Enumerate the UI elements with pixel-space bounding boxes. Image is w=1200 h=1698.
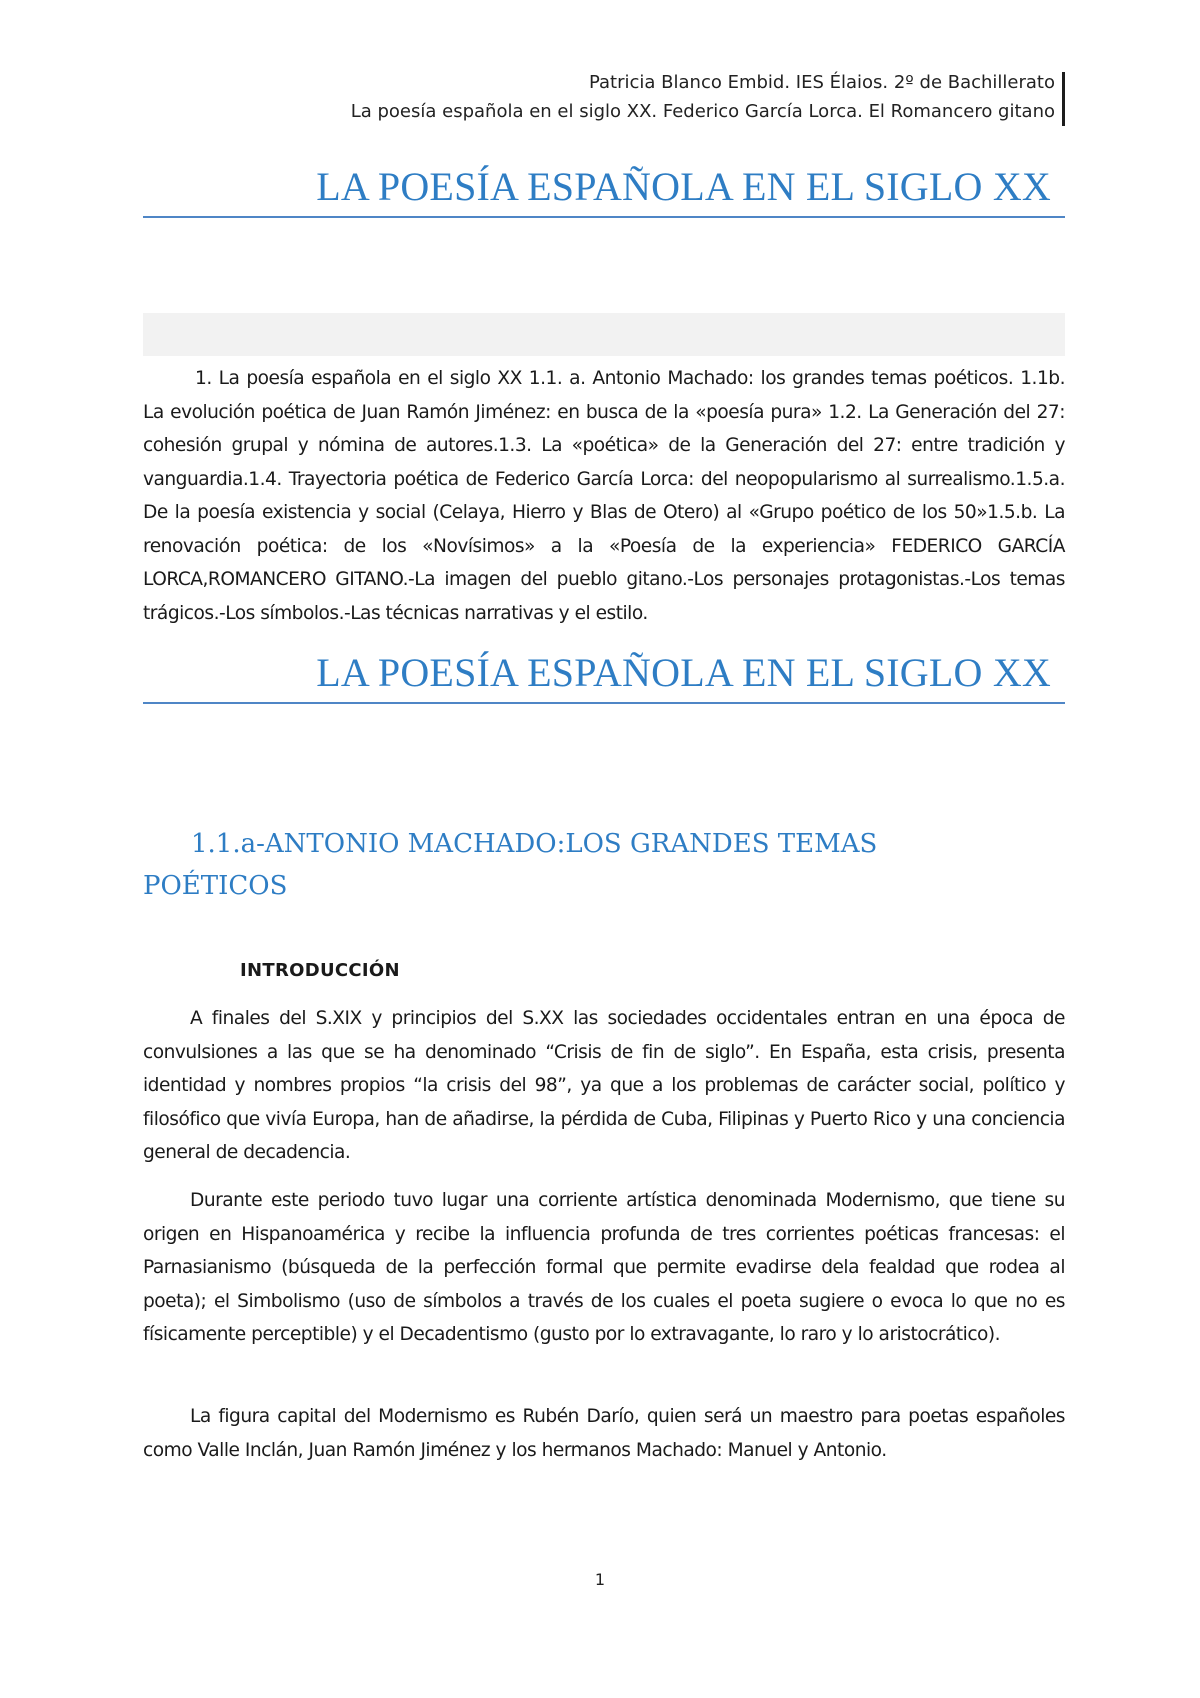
- table-of-contents-header-bar: [143, 313, 1065, 356]
- document-title: LA POESÍA ESPAÑOLA EN EL SIGLO XX: [143, 164, 1065, 218]
- page-number: 1: [594, 1570, 606, 1589]
- introduction-heading: INTRODUCCIÓN: [240, 960, 400, 981]
- body-paragraph-3: La figura capital del Modernismo es Rubén Darío, quien será un maestro para poetas españoles como Valle Inclán, Juan Ramón Jiménez y los hermanos Machado: Manuel y Antonio.: [143, 1406, 1065, 1461]
- chapter-title: LA POESÍA ESPAÑOLA EN EL SIGLO XX: [143, 650, 1065, 704]
- header-subject-line: La poesía española en el siglo XX. Federico García Lorca. El Romancero gitano: [350, 101, 1055, 122]
- running-header: [351, 68, 1065, 126]
- section-heading: 1.1.a-ANTONIO MACHADO:LOS GRANDES TEMAS POÉTICOS: [143, 829, 878, 901]
- header-author-line: Patricia Blanco Embid. IES Élaios. 2º de Bachillerato: [588, 72, 1055, 93]
- table-of-contents: 1. La poesía española en el siglo XX 1.1. a. Antonio Machado: los grandes temas poéticos. 1.1b. La evolución poética de Juan Ramón Jiménez: en busca de la «poesía pura» 1.2. La Generación del 27: cohesión grupal y nómina de autores.1.3. La «poética» de la Generación del 27: entre tradición y vanguardia.1.4. Trayectoria poética de Federico García Lorca: del neopopularismo al surrealismo.1.5.a. De la poesía existencia y social (Celaya, Hierro y Blas de Otero) al «Grupo poético de los 50»1.5.b. La renovación poética: de los «Novísimos» a la «Poesía de la experiencia» FEDERICO GARCÍA LORCA,ROMANCERO GITANO.-La imagen del pueblo gitano.-Los personajes protagonistas.-Los temas trágicos.-Los símbolos.-Las técnicas narrativas y el estilo.: [143, 368, 1065, 624]
- body-paragraph-2: Durante este periodo tuvo lugar una corriente artística denominada Modernismo, que tiene su origen en Hispanoamérica y recibe la influencia profunda de tres corrientes poéticas francesas: el Parnasianismo (búsqueda de la perfección formal que permite evadirse dela fealdad que rodea al poeta); el Simbolismo (uso de símbolos a través de los cuales el poeta sugiere o evoca lo que no es físicamente perceptible) y el Decadentismo (gusto por lo extravagante, lo raro y lo aristocrático).: [143, 1190, 1065, 1345]
- body-paragraph-1: A finales del S.XIX y principios del S.XX las sociedades occidentales entran en una época de convulsiones a las que se ha denominado “Crisis de fin de siglo”. En España, esta crisis, presenta identidad y nombres propios “la crisis del 98”, ya que a los problemas de carácter social, político y filosófico que vivía Europa, han de añadirse, la pérdida de Cuba, Filipinas y Puerto Rico y una conciencia general de decadencia.: [143, 1008, 1065, 1163]
- header-vertical-rule: [1062, 72, 1065, 126]
